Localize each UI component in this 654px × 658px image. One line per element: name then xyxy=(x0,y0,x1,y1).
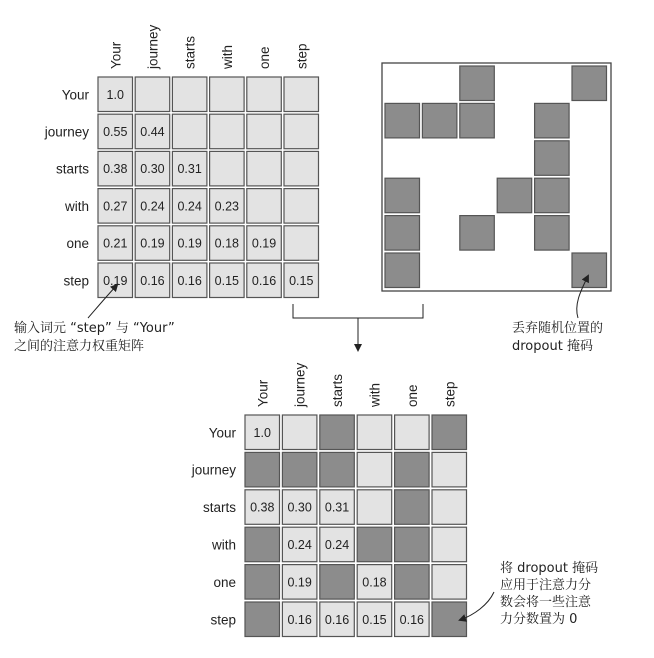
attention-cell-3-5 xyxy=(284,189,319,224)
result-cell-1-1 xyxy=(282,452,317,487)
result-value-4-1: 0.19 xyxy=(287,575,312,590)
attention-value-5-4: 0.16 xyxy=(251,273,277,288)
result-caption-line-3: 数会将一些注意 xyxy=(500,595,592,610)
result-cell-1-0 xyxy=(245,452,280,487)
attention-value-5-0: 0.19 xyxy=(103,273,128,288)
attention-value-4-3: 0.18 xyxy=(214,236,240,251)
attention-value-5-1: 0.16 xyxy=(140,273,165,288)
result-cell-0-2 xyxy=(320,415,355,450)
attention-value-3-0: 0.27 xyxy=(103,199,128,214)
attention-col-label-journey: journey xyxy=(145,24,161,69)
result-caption-line-1: 将 dropout 掩码 xyxy=(500,561,599,576)
attention-cell-1-5 xyxy=(284,114,319,149)
attention-value-2-2: 0.31 xyxy=(177,162,202,177)
result-col-label-journey: journey xyxy=(292,362,308,407)
result-cell-3-5 xyxy=(432,527,467,562)
result-caption-line-2: 应用于注意力分 xyxy=(500,578,592,593)
result-cell-4-4 xyxy=(395,565,430,600)
mask-cell-4-4 xyxy=(535,216,570,251)
result-cell-0-3 xyxy=(357,415,392,450)
mask-caption xyxy=(512,320,603,356)
mask-cell-3-0 xyxy=(385,178,420,213)
mask-cell-0-5 xyxy=(572,66,607,101)
attention-value-3-3: 0.23 xyxy=(214,199,240,214)
attention-weights-matrix xyxy=(44,24,319,297)
result-value-2-2: 0.31 xyxy=(324,500,350,515)
attention-cell-2-4 xyxy=(247,151,281,186)
mask-cell-5-0 xyxy=(385,253,420,288)
attention-col-label-starts: starts xyxy=(182,35,198,69)
result-cell-4-0 xyxy=(245,565,280,600)
result-value-5-2: 0.16 xyxy=(324,612,350,627)
result-row-label-one: one xyxy=(213,574,236,590)
result-value-2-0: 0.38 xyxy=(250,500,275,515)
mask-cell-0-2 xyxy=(460,66,495,101)
attention-cell-0-1 xyxy=(135,77,170,112)
attention-cell-0-4 xyxy=(247,77,281,112)
result-cell-3-4 xyxy=(395,527,430,562)
attention-caption xyxy=(14,320,175,356)
mask-caption-line-1: 丢弃随机位置的 xyxy=(512,321,604,336)
result-caption-line-4: 力分数置为 0 xyxy=(500,612,578,627)
mask-cell-1-1 xyxy=(422,103,457,137)
result-col-label-with: with xyxy=(367,382,383,407)
result-value-5-3: 0.15 xyxy=(362,612,387,627)
result-value-2-1: 0.30 xyxy=(287,500,312,515)
attention-value-5-2: 0.16 xyxy=(177,273,202,288)
attention-row-label-with: with xyxy=(64,198,89,214)
result-cell-1-3 xyxy=(357,452,392,487)
result-cell-3-3 xyxy=(357,527,392,562)
attention-value-4-2: 0.19 xyxy=(177,236,202,251)
attention-col-label-one: one xyxy=(257,46,273,69)
attention-value-2-1: 0.30 xyxy=(140,162,165,177)
attention-col-label-Your: Your xyxy=(108,41,124,69)
result-col-label-Your: Your xyxy=(255,379,271,407)
attention-value-4-0: 0.21 xyxy=(103,236,128,251)
result-cell-1-4 xyxy=(395,452,430,487)
attention-cell-3-4 xyxy=(247,189,281,224)
mask-cell-4-0 xyxy=(385,216,420,251)
attention-cell-0-2 xyxy=(172,77,207,112)
mask-cell-3-4 xyxy=(535,178,570,213)
mask-cell-2-4 xyxy=(535,141,570,176)
mask-cell-5-5 xyxy=(572,253,607,288)
result-value-3-1: 0.24 xyxy=(287,537,312,552)
result-col-label-step: step xyxy=(442,381,458,407)
attention-row-label-step: step xyxy=(63,273,89,289)
result-cell-1-5 xyxy=(432,452,467,487)
result-cell-0-5 xyxy=(432,415,467,450)
attention-cell-1-2 xyxy=(172,114,207,149)
result-value-5-4: 0.16 xyxy=(399,612,425,627)
result-value-3-2: 0.24 xyxy=(324,537,350,552)
attention-row-label-one: one xyxy=(66,236,89,252)
result-row-label-Your: Your xyxy=(208,425,236,441)
mask-cell-1-2 xyxy=(460,103,495,137)
attention-value-0-0: 1.0 xyxy=(106,87,124,102)
attention-cell-0-5 xyxy=(284,77,319,112)
result-cell-2-3 xyxy=(357,490,392,525)
attention-cell-2-3 xyxy=(210,151,245,186)
bracket-connector xyxy=(293,304,423,318)
attention-row-label-Your: Your xyxy=(61,87,89,103)
mask-cell-3-3 xyxy=(497,178,532,213)
attention-value-5-5: 0.15 xyxy=(289,273,314,288)
attention-col-label-with: with xyxy=(219,44,235,69)
result-cell-5-0 xyxy=(245,602,280,637)
attention-row-label-starts: starts xyxy=(55,161,89,177)
attention-value-1-1: 0.44 xyxy=(140,124,165,139)
result-cell-0-4 xyxy=(395,415,430,450)
attention-cell-1-4 xyxy=(247,114,281,149)
result-cell-2-4 xyxy=(395,490,430,525)
masked-attention-matrix xyxy=(191,362,467,636)
attention-value-2-0: 0.38 xyxy=(103,162,128,177)
result-value-0-0: 1.0 xyxy=(253,425,271,440)
attention-row-label-journey: journey xyxy=(44,124,89,140)
mask-cell-1-4 xyxy=(535,103,570,137)
mask-caption-line-2: dropout 掩码 xyxy=(512,339,593,354)
attention-value-4-1: 0.19 xyxy=(140,236,165,251)
result-row-label-with: with xyxy=(211,537,236,553)
result-cell-2-5 xyxy=(432,490,467,525)
mask-cell-4-2 xyxy=(460,216,495,251)
result-cell-4-2 xyxy=(320,565,355,600)
attention-caption-line-1: 输入词元 “step” 与 “Your” xyxy=(14,321,175,336)
result-col-label-starts: starts xyxy=(330,373,346,407)
attention-value-3-1: 0.24 xyxy=(140,199,165,214)
attention-value-5-3: 0.15 xyxy=(214,273,240,288)
result-cell-0-1 xyxy=(282,415,317,450)
attention-cell-4-5 xyxy=(284,226,319,260)
result-cell-1-2 xyxy=(320,452,355,487)
mask-cell-1-0 xyxy=(385,103,420,137)
result-row-label-starts: starts xyxy=(202,500,236,516)
result-row-label-journey: journey xyxy=(191,462,236,478)
result-caption xyxy=(500,560,598,628)
attention-cell-1-3 xyxy=(210,114,245,149)
attention-cell-2-5 xyxy=(284,151,319,186)
result-col-label-one: one xyxy=(404,384,420,407)
attention-cell-0-3 xyxy=(210,77,245,112)
result-row-label-step: step xyxy=(210,612,236,628)
result-value-4-3: 0.18 xyxy=(362,575,387,590)
attention-value-3-2: 0.24 xyxy=(177,199,202,214)
attention-col-label-step: step xyxy=(294,43,310,69)
attention-caption-line-2: 之间的注意力权重矩阵 xyxy=(14,339,145,354)
result-cell-4-5 xyxy=(432,565,467,600)
dropout-mask-panel xyxy=(382,63,611,291)
attention-value-4-4: 0.19 xyxy=(251,236,277,251)
result-cell-3-0 xyxy=(245,527,280,562)
attention-value-1-0: 0.55 xyxy=(103,124,128,139)
result-value-5-1: 0.16 xyxy=(287,612,312,627)
